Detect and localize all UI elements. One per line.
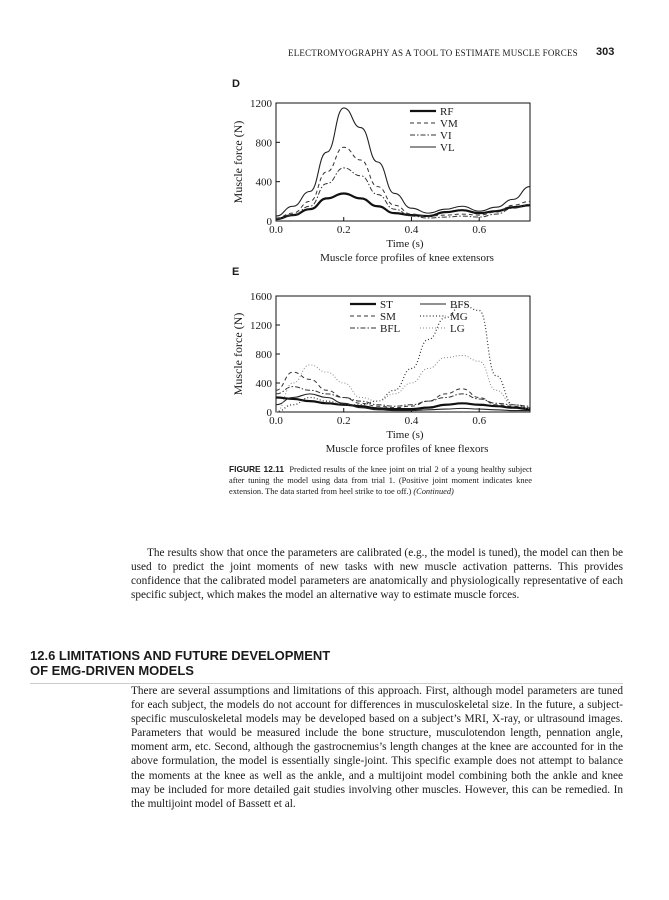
legend-label-vm: VM [440,118,458,130]
legend-label-vi: VI [440,130,452,142]
y-tick-label: 0 [266,216,272,228]
y-tick-label: 800 [255,349,272,361]
section-heading [30,648,330,678]
x-axis-label: Time (s) [386,429,424,441]
x-tick-label: 0.4 [404,224,419,236]
legend-label-sm: SM [380,311,396,323]
figure-caption-continued: (Continued) [413,487,454,496]
series-line-lg [276,355,530,412]
y-tick-label: 1200 [250,320,272,332]
chart-knee-extensors [0,0,669,270]
body-paragraph-2: There are several assumptions and limitations of this approach. First, although model parameters are tuned for each subject, the models do not account for differences in musculoskeletal size. In the future, a subject-specific musculoskeletal models may be developed based on a subject’s MRI, X-ray, or ultrasound images. Parameters that would be measured include the bone structure, musculotendon length, pennation angle, moment arm, etc. Second, although the gastrocnemius’s length changes at the knee are accounted for in the above formulation, the model is essentially single-joint. This specific example does not attempt to balance the moments at the knee as well as the ankle, and a multijoint model combining both the ankle and knee may be included for more detailed gait studies involving other muscles. However, this can be remedied. In the multijoint model of Bassett et al. [131,685,623,810]
x-tick-label: 0.0 [269,415,283,427]
legend-label-bfl: BFL [380,323,401,335]
x-tick-label: 0.0 [269,224,283,236]
panel-label-e: E [232,266,240,278]
legend-label-vl: VL [440,142,455,154]
legend-label-rf: RF [440,106,454,118]
chart-title: Muscle force profiles of knee flexors [325,443,489,455]
y-tick-label: 1600 [250,291,272,303]
section-heading-line-2: OF EMG-DRIVEN MODELS [30,663,194,678]
figure-caption-label: FIGURE 12.11 [229,464,285,474]
x-tick-label: 0.4 [404,415,419,427]
x-tick-label: 0.2 [336,415,351,427]
x-tick-label: 0.6 [472,224,487,236]
y-tick-label: 400 [255,378,272,390]
legend-label-bfs: BFS [450,299,470,311]
series-line-bfl [276,387,530,407]
panel-label-d: D [232,78,240,90]
x-tick-label: 0.6 [472,415,487,427]
y-tick-label: 400 [255,176,272,189]
chart-knee-flexors [0,270,669,460]
series-line-mg [276,305,530,412]
body-paragraph-1: The results show that once the parameters are calibrated (e.g., the model is tuned), the model can then be used to predict the joint moments of new tasks with new muscle activation patterns. This provides confidence that the calibrated model parameters are anatomically and physiologically representative of each specific subject, which makes the model an alternative way to estimate muscle forces. [131,547,623,602]
y-axis-label: Muscle force (N) [231,312,245,396]
running-header: ELECTROMYOGRAPHY AS A TOOL TO ESTIMATE MUSCLE FORCES [288,48,578,58]
x-tick-label: 0.2 [336,224,351,236]
chart-title: Muscle force profiles of knee extensors [320,252,494,264]
y-tick-label: 0 [266,407,272,419]
figure-caption-text: Predicted results of the knee joint on trial 2 of a young healthy subject after tuning the model using data from trial 1. (Positive joint moment indicates knee extension. The data started from heel strike to toe off.) [229,465,533,496]
legend-label-mg: MG [450,311,468,323]
y-axis-label: Muscle force (N) [231,120,245,204]
y-tick-label: 1200 [250,98,272,110]
legend-label-lg: LG [450,323,465,335]
section-heading-line-1: 12.6 LIMITATIONS AND FUTURE DEVELOPMENT [30,648,331,663]
page-number: 303 [596,46,615,58]
figure-caption [229,464,532,497]
series-line-vl [276,108,530,216]
y-tick-label: 800 [255,137,272,150]
legend-label-st: ST [380,299,393,311]
x-axis-label: Time (s) [386,238,424,250]
